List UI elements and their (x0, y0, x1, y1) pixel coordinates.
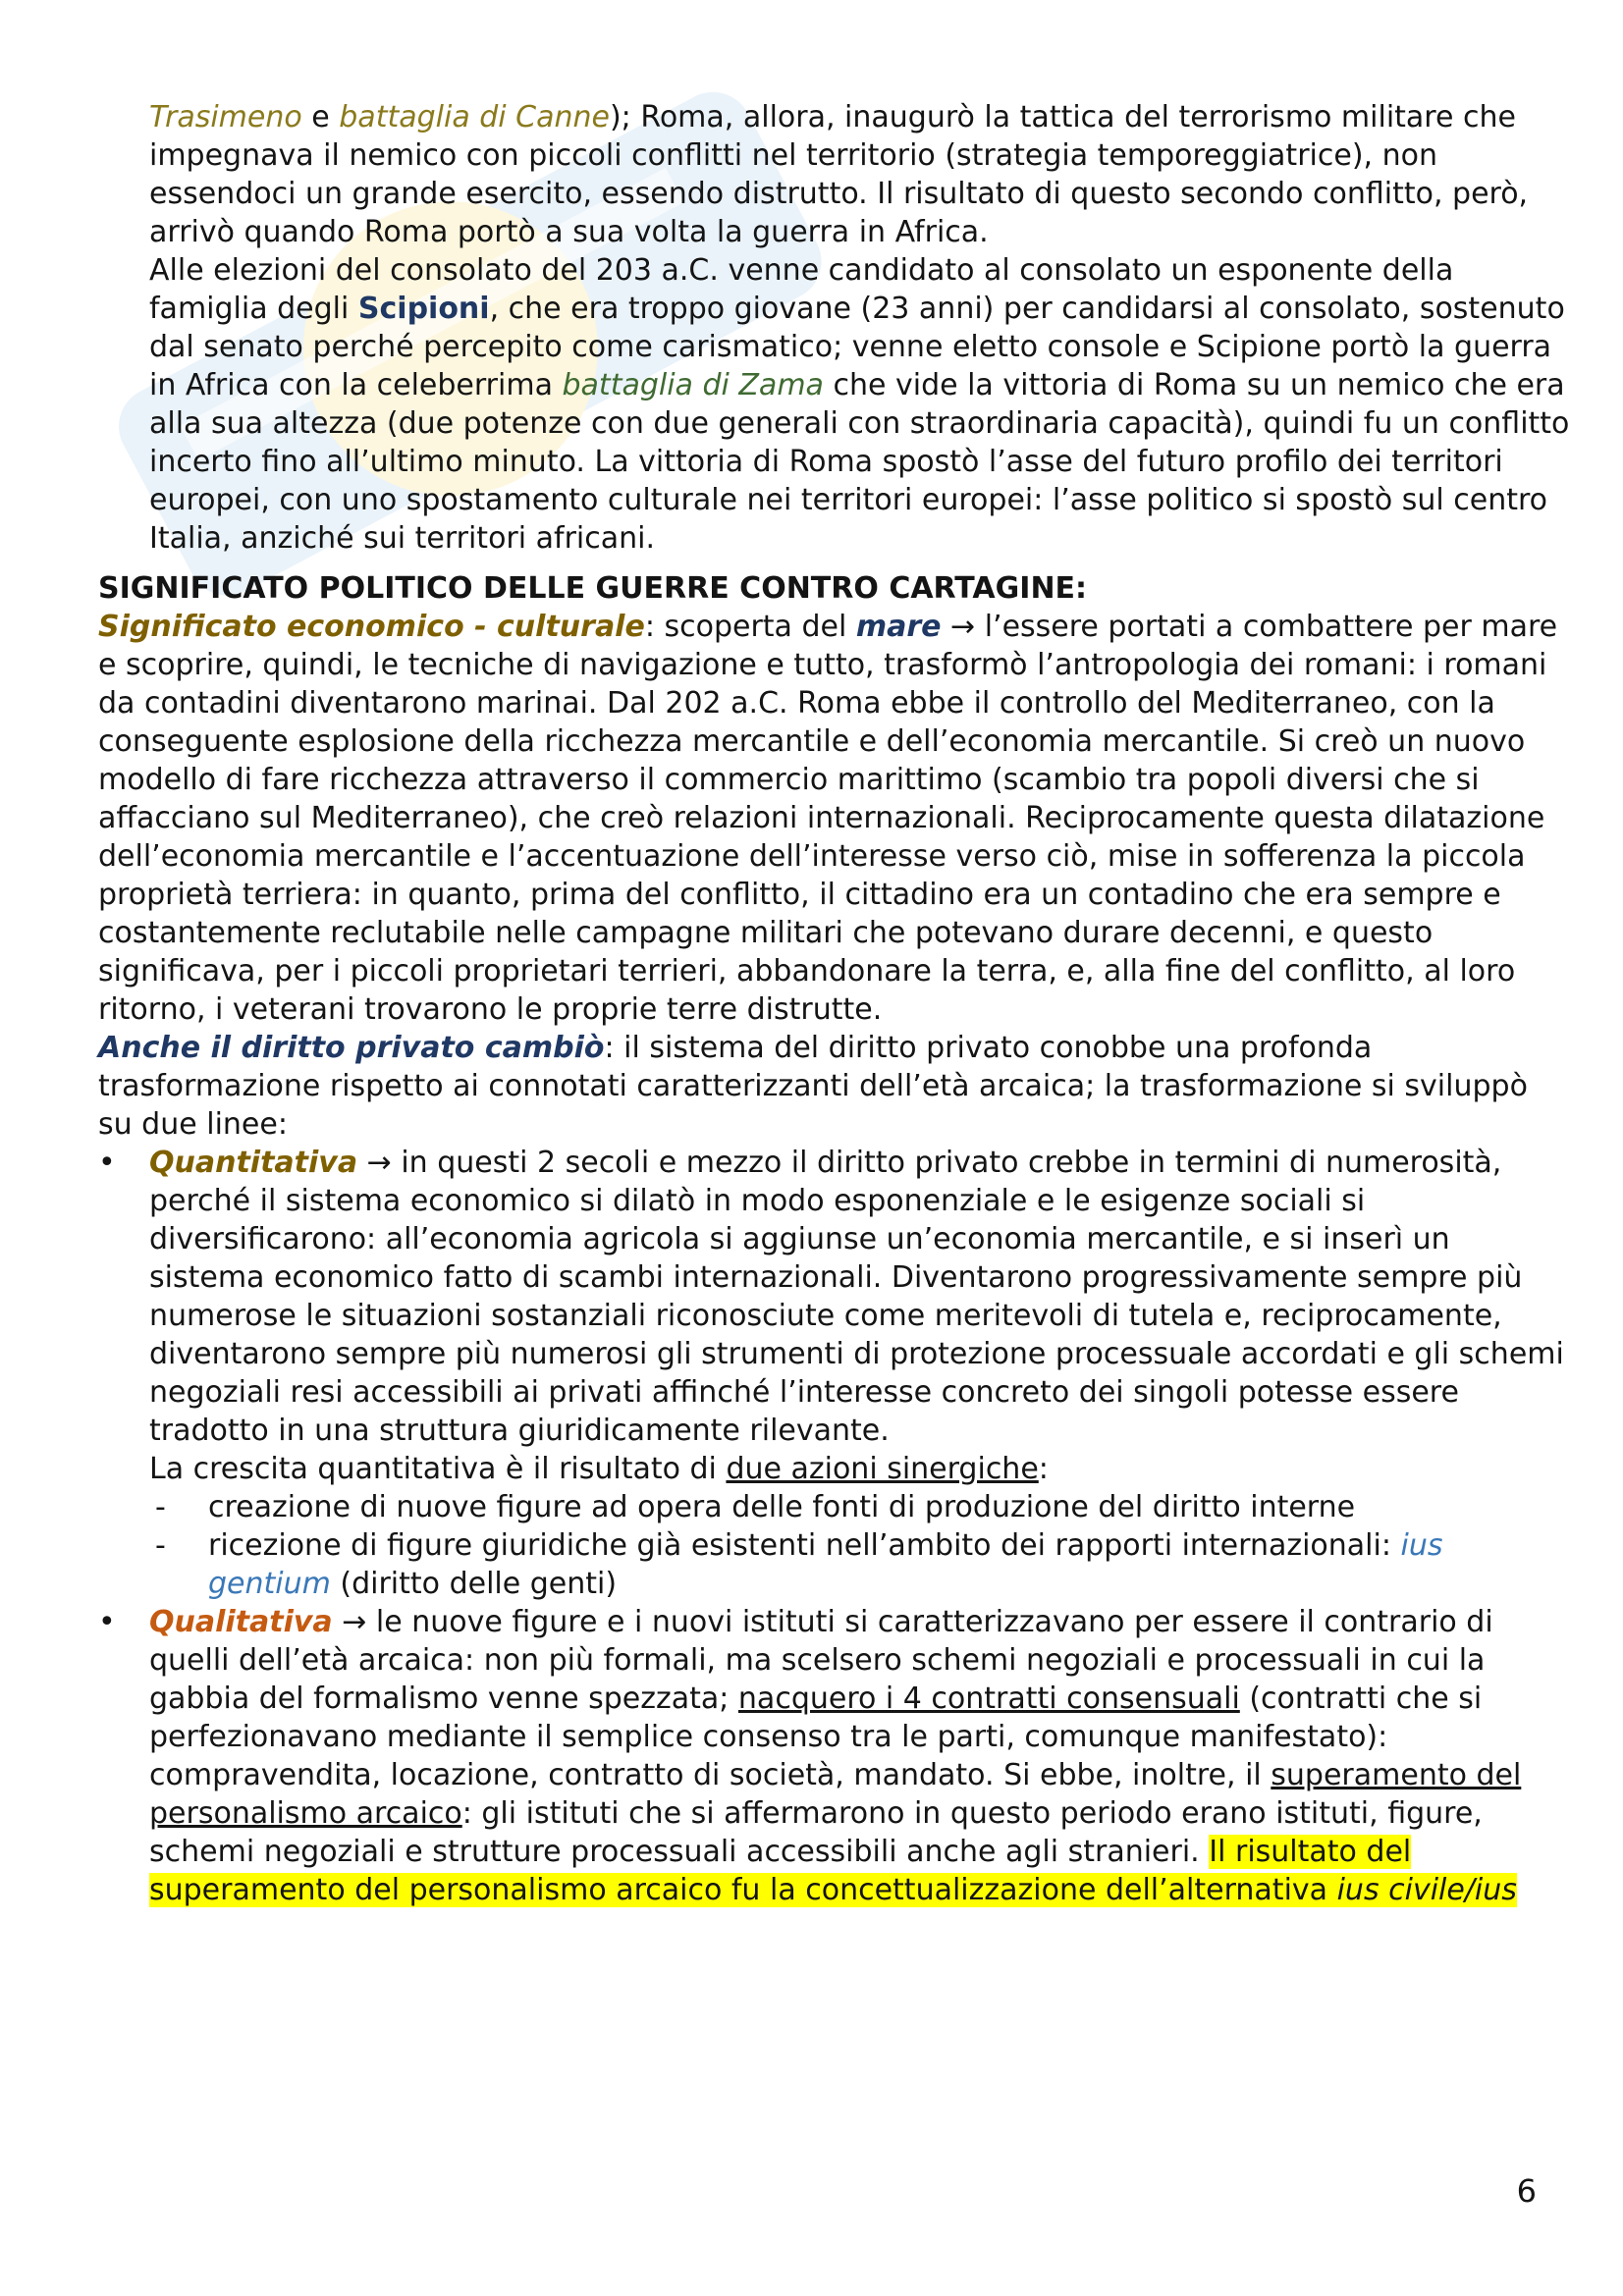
document-page (98, 98, 1571, 1909)
paragraph-scipioni (98, 251, 1571, 558)
text-run: che vide la vittoria di Roma su un nemico che era alla sua altezza (due potenze con due generali con straordinaria capacità), quindi fu un conflitto incerto fino all’ultimo minuto. La vittoria di Roma spostò l’asse del futuro profilo dei territori europei, con uno spostamento culturale nei territori europei: l’asse politico si spostò sul centro Italia, anziché sui territori africani. (149, 368, 1570, 556)
text-run: Alle elezioni del consolato del 203 a.C. venne candidato al consolato un esponente della famiglia degli (149, 253, 1454, 326)
text-run: ricezione di figure giuridiche già esistenti nell’ambito dei rapporti internazionali: (208, 1528, 1401, 1563)
term-diritto-privato: Anche il diritto privato cambiò (98, 1031, 605, 1065)
term-mare: mare (855, 610, 942, 644)
text-run: La crescita quantitativa è il risultato di (149, 1452, 727, 1486)
dash-item-creazione: - creazione di nuove figure ad opera delle fonti di produzione del diritto interne (149, 1488, 1571, 1526)
term-battaglia-canne: battaglia di Canne (339, 100, 610, 134)
text-run: (diritto delle genti) (330, 1567, 618, 1601)
paragraph-significato-economico (98, 608, 1571, 1029)
text-run: → le nuove figure e i nuovi istituti si caratterizzavano per essere il contrario di quelli dell’età arcaica: non più formali, ma scelsero schemi negoziali e processuali in cui la gabbia del formalismo venne spezzata; (149, 1605, 1493, 1716)
underlined-contratti-consensuali: nacquero i 4 contratti consensuali (737, 1682, 1240, 1716)
text-run: → in questi 2 secoli e mezzo il diritto privato crebbe in termini di numerosità, perché il sistema economico si dilatò in modo esponenziale e le esigenze sociali si diversificarono: all’economia agricola si aggiunse un’economia mercantile, e si inserì un sistema economico fatto di scambi internazionali. Diventarono progressivamente sempre più numerose le situazioni sostanziali riconosciute come meritevoli di tutela e, reciprocamente, diventarono sempre più numerosi gli strumenti di protezione processuale accordati e gli schemi negoziali resi accessibili ai privati affinché l’interesse concreto dei singoli potesse essere tradotto in una struttura giuridicamente rilevante. (149, 1146, 1564, 1448)
term-trasimeno: Trasimeno (149, 100, 302, 134)
text-run: : (1038, 1452, 1049, 1486)
term-qualitativa: Qualitativa (149, 1605, 333, 1639)
text-run: ); Roma, allora, inaugurò la tattica del terrorismo militare che impegnava il nemico con piccoli conflitti nel territorio (strategia temporeggiatrice), non essendoci un grande esercito, essendo distrutto. Il risultato di questo secondo conflitto, però, arrivò quando Roma portò a sua volta la guerra in Africa. (149, 100, 1529, 249)
section-heading: SIGNIFICATO POLITICO DELLE GUERRE CONTRO CARTAGINE: (98, 571, 1088, 606)
term-quantitativa: Quantitativa (149, 1146, 358, 1180)
paragraph-trasimeno (98, 98, 1571, 251)
list-item-qualitativa (98, 1603, 1571, 1909)
term-scipioni: Scipioni (357, 292, 490, 326)
paragraph-diritto-privato (98, 1029, 1571, 1144)
highlighted-risultato: Il risultato del superamento del personalismo arcaico fu la concettualizzazione dell’alternativa (149, 1835, 1412, 1907)
dash-list (149, 1488, 1571, 1603)
list-item-quantitativa (98, 1144, 1571, 1603)
text-run: : gli istituti che si affermarono in questo periodo erano istituti, figure, schemi negoziali e strutture processuali accessibili anche agli stranieri. (149, 1796, 1483, 1869)
text-run: , che era troppo giovane (23 anni) per candidarsi al consolato, sostenuto dal senato perché percepito come carismatico; venne eletto console e Scipione portò la guerra in Africa con la celeberrima (149, 292, 1565, 402)
page-number: 6 (1516, 2172, 1537, 2210)
term-battaglia-zama: battaglia di Zama (562, 368, 824, 402)
text-run: : scoperta del (644, 610, 856, 644)
text-run: (contratti che si perfezionavano mediante il semplice consenso tra le parti, comunque manifestato): compravendita, locazione, contratto di società, mandato. Si ebbe, inoltre, il (149, 1682, 1483, 1792)
text-run: : il sistema del diritto privato conobbe una profonda trasformazione rispetto ai connotati caratterizzanti dell’età arcaica; la trasformazione si sviluppò su due linee: (98, 1031, 1528, 1142)
bullet-list (98, 1144, 1571, 1909)
dash-item-ricezione (149, 1526, 1571, 1603)
term-significato-economico: Significato economico - culturale (98, 610, 645, 644)
text-run: e (301, 100, 340, 134)
term-ius-gentium: ius gentium (208, 1528, 1443, 1601)
underlined-due-azioni: due azioni sinergiche (726, 1452, 1039, 1486)
highlighted-ius-civile: ius civile/ius (1336, 1873, 1517, 1907)
underlined-superamento: superamento del personalismo arcaico (149, 1758, 1522, 1831)
text-run: → l’essere portati a combattere per mare e scoprire, quindi, le tecniche di navigazione e tutto, trasformò l’antropologia dei romani: i romani da contadini diventarono marinai. Dal 202 a.C. Roma ebbe il controllo del Mediterraneo, con la conseguente esplosione della ricchezza mercantile e dell’economia mercantile. Si creò un nuovo modello di fare ricchezza attraverso il commercio marittimo (scambio tra popoli diversi che si affacciano sul Mediterraneo), che creò relazioni internazionali. Reciprocamente questa dilatazione dell’economia mercantile e l’accentuazione dell’interesse verso ciò, mise in sofferenza la piccola proprietà terriera: in quanto, prima del conflitto, il cittadino era un contadino che era sempre e costantemente reclutabile nelle campagne militari che potevano durare decenni, e questo significava, per i piccoli proprietari terrieri, abbandonare la terra, e, alla fine del conflitto, al loro ritorno, i veterani trovarono le proprie terre distrutte. (98, 610, 1558, 1027)
